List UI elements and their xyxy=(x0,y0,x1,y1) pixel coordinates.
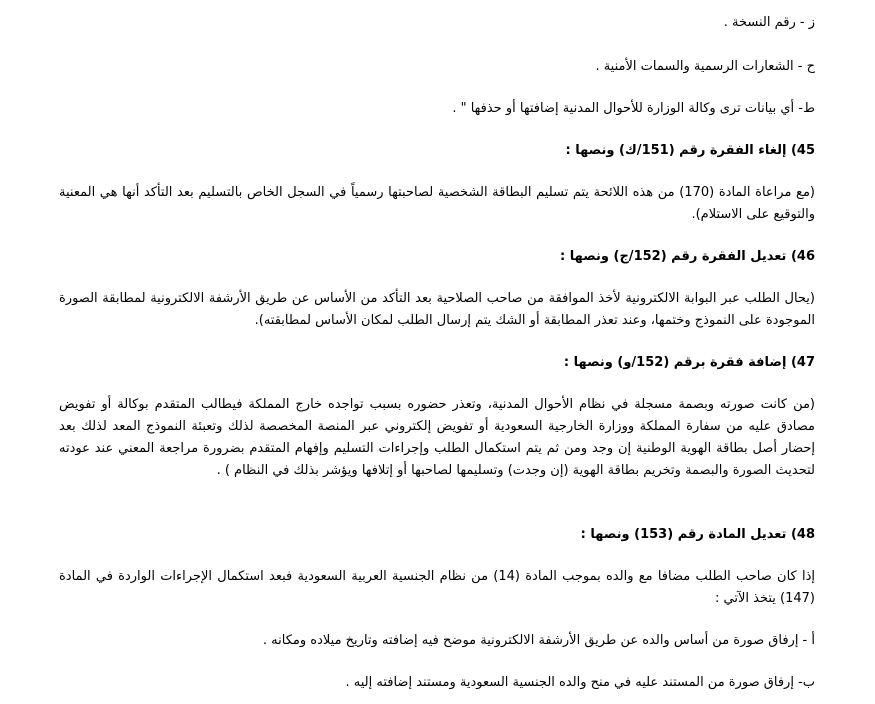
amendment-46-heading: 46) تعديل الفقرة رقم (152/ج) ونصها : xyxy=(560,249,815,264)
amendment-47-heading: 47) إضافة فقرة برقم (152/و) ونصها : xyxy=(563,355,815,370)
item-h-paragraph: ح - الشعارات الرسمية والسمات الأمنية . xyxy=(595,59,815,74)
item-z-paragraph: ز - رقم النسخة . xyxy=(723,15,815,30)
amendment-45-text: (مع مراعاة المادة (170) من هذه اللائحة يتم تسليم البطاقة الشخصية لصاحبتها رسمياً في السجل الخاص بالتسليم بعد التأكد أنها هي المعنية والتوقيع على الاستلام). xyxy=(59,185,815,222)
amendment-47-text: (من كانت صورته وبصمة مسجلة في نظام الأحوال المدنية، وتعذر حضوره بسبب تواجده خارج المملكة فيطالب المتقدم بوكالة أو تفويض مصادق عليه من سفارة المملكة ووزارة الخارجية السعودية أو تفويض إلكتروني عبر المنصة المخصصة لذلك وتعبئة النموذج المعد لذلك بعد إحضار أصل بطاقة الهوية الوطنية إن وجد ومن ثم يتم استكمال الطلب وإجراءات التسليم وإفهام المتقدم بضرورة مراجعة المعني عند عودته لتحديث الصورة والبصمة وتخريم بطاقة الهوية (إن وجدت) وتسليمها لصاحبها أو إتلافها ويؤشر بذلك في النظام ) . xyxy=(59,397,815,478)
amendment-48-heading: 48) تعديل المادة رقم (153) ونصها : xyxy=(580,527,815,542)
amendment-45-heading: 45) إلغاء الفقرة رقم (151/ك) ونصها : xyxy=(565,143,815,158)
item-a-paragraph: أ - إرفاق صورة من أساس والده عن طريق الأرشفة الالكترونية موضح فيه إضافته وتاريخ ميلاده ومكانه . xyxy=(262,633,815,648)
amendment-46-text: (يحال الطلب عبر البوابة الالكترونية لأخذ الموافقة من صاحب الصلاحية بعد التأكد من الأساس عن طريق الأرشفة الالكترونية لمطابقة الصورة الموجودة على النموذج وختمها، وعند تعذر المطابقة أو الشك يتم إرسال الطلب لمكان الأساس لمطابقته). xyxy=(59,291,815,328)
item-b-paragraph: ب- إرفاق صورة من المستند عليه في منح والده الجنسية السعودية ومستند إضافته إليه . xyxy=(345,675,815,690)
amendment-48-text: إذا كان صاحب الطلب مضافا مع والده بموجب المادة (14) من نظام الجنسية العربية السعودية فبعد استكمال الإجراءات الواردة في المادة (147) يتخذ الآتي : xyxy=(59,569,815,606)
item-t-paragraph: ط- أي بيانات ترى وكالة الوزارة للأحوال المدنية إضافتها أو حذفها " . xyxy=(452,101,815,116)
